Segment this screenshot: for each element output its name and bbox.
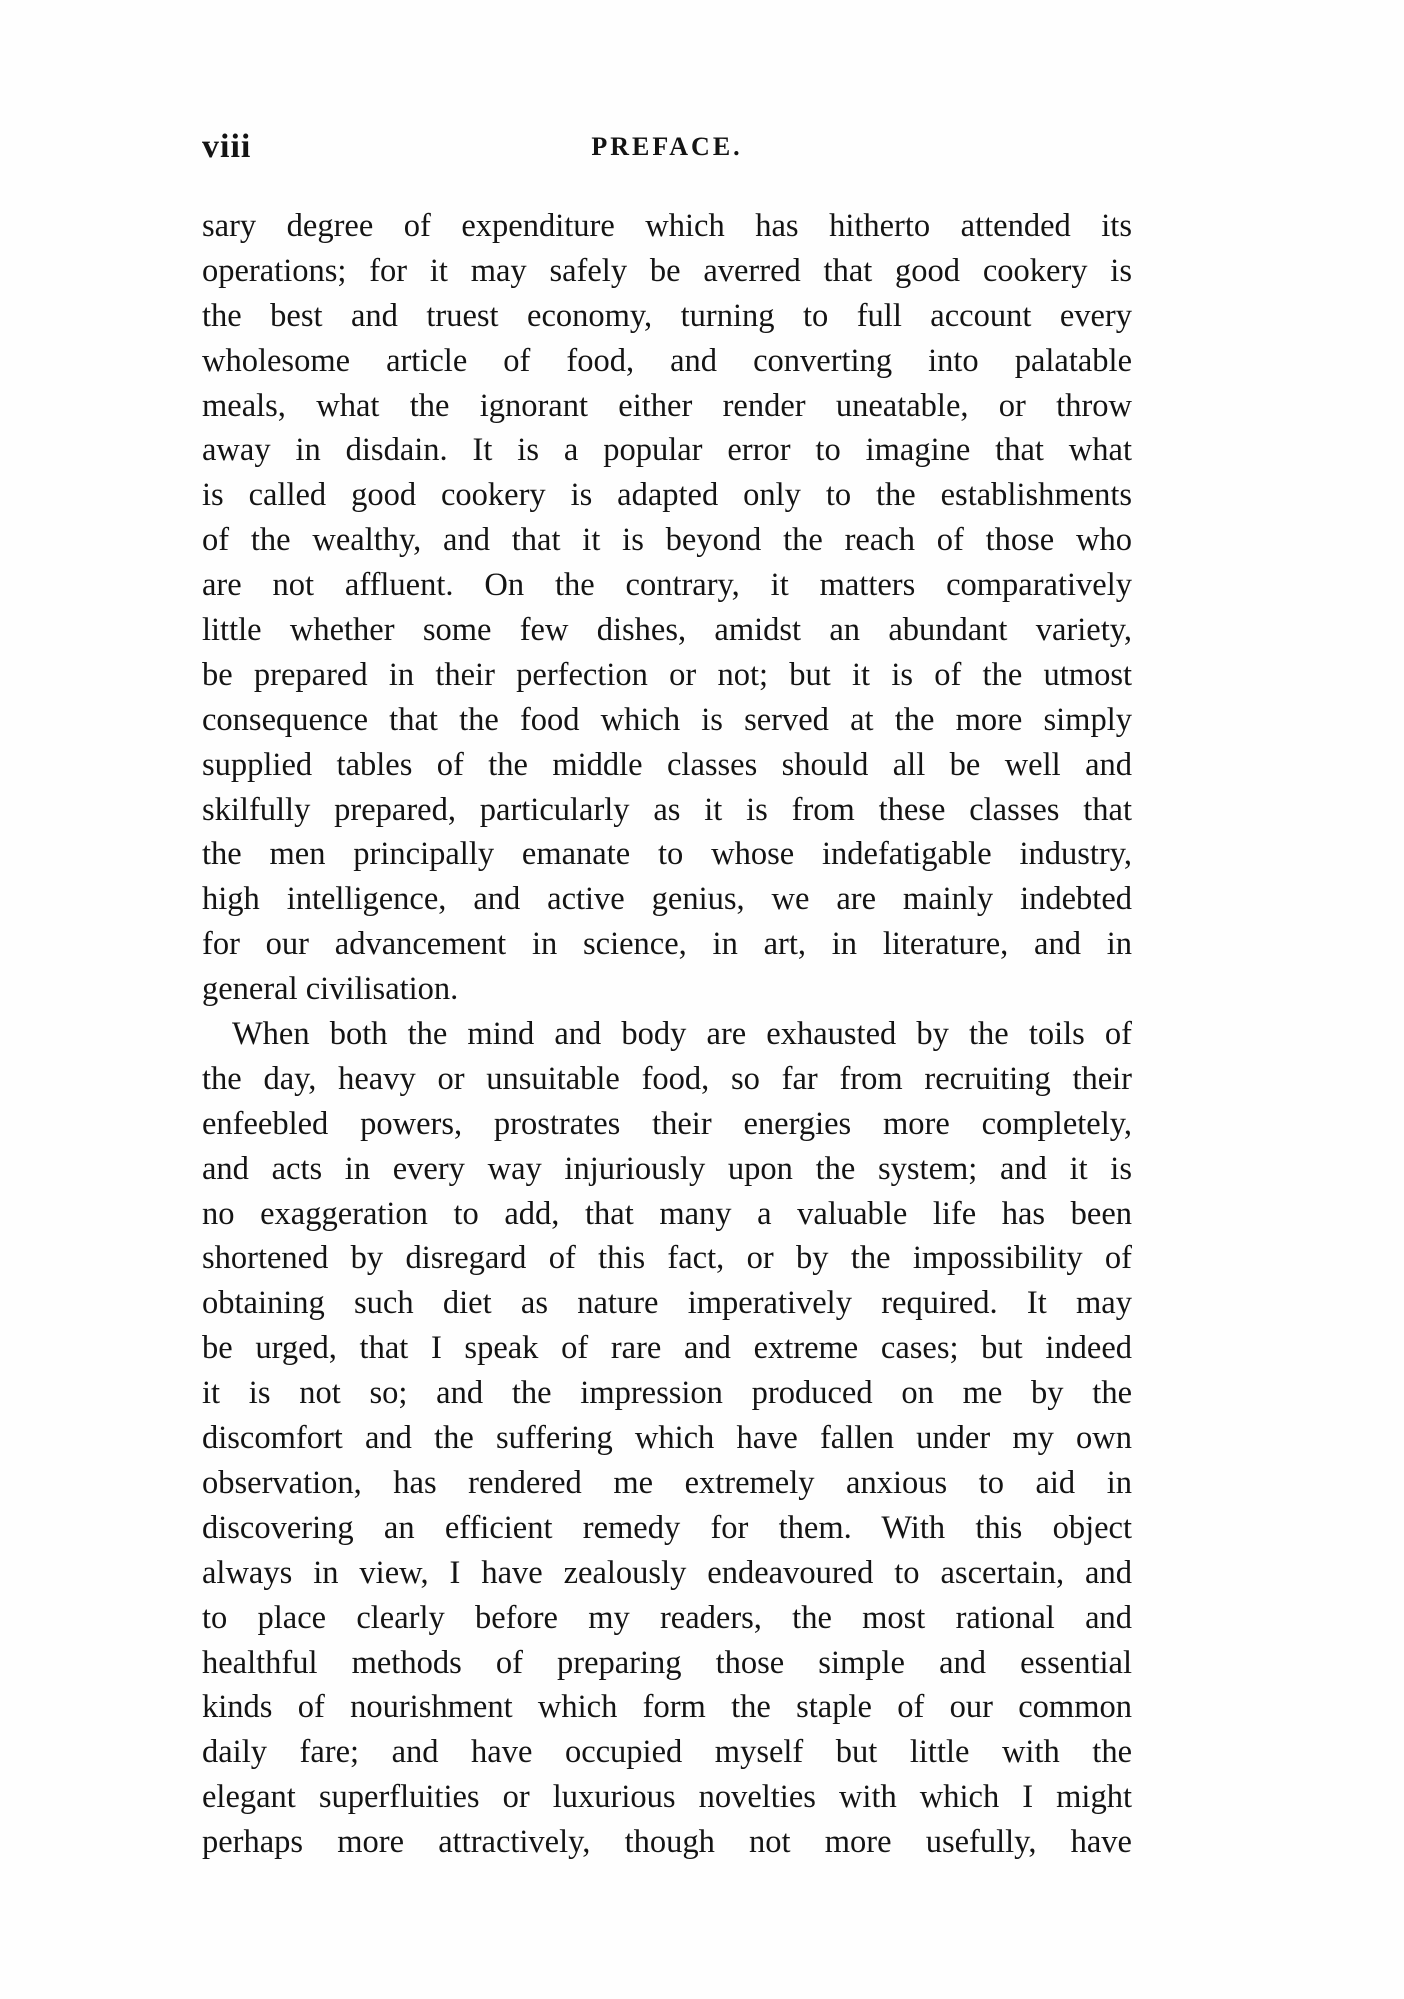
text-line: is called good cookery is adapted only to the establishments [202,477,1132,514]
running-header [202,128,1132,172]
text-line: observation, has rendered me extremely anxious to aid in [202,1464,1132,1501]
text-line: supplied tables of the middle classes should all be well and [202,746,1132,783]
body-text [202,204,1132,1865]
paragraph-2 [202,1012,1132,1865]
text-line: to place clearly before my readers, the most rational and [202,1599,1132,1636]
section-title: PREFACE. [591,132,743,161]
text-line: When both the mind and body are exhausted by the toils of [232,1016,1132,1053]
text-line: shortened by disregard of this fact, or by the impossibility of [202,1240,1132,1277]
text-line: enfeebled powers, prostrates their energies more completely, [202,1105,1132,1142]
text-line: elegant superfluities or luxurious novelties with which I might [202,1779,1132,1816]
paragraph-1 [202,204,1132,1012]
text-line: daily fare; and have occupied myself but little with the [202,1734,1132,1771]
text-line: sary degree of expenditure which has hitherto attended its [202,208,1132,244]
text-line: of the wealthy, and that it is beyond the reach of those who [202,522,1132,559]
text-line: for our advancement in science, in art, in literature, and in [202,926,1132,963]
text-line: wholesome article of food, and converting into palatable [202,342,1132,379]
text-line: and acts in every way injuriously upon the system; and it is [202,1150,1132,1187]
text-line: discomfort and the suffering which have fallen under my own [202,1420,1132,1457]
text-line: healthful methods of preparing those simple and essential [202,1644,1132,1681]
page-number: viii [202,128,252,165]
text-line: high intelligence, and active genius, we are mainly indebted [202,881,1132,918]
text-line: kinds of nourishment which form the staple of our common [202,1689,1132,1726]
text-line: are not affluent. On the contrary, it matters comparatively [202,567,1132,604]
text-line: perhaps more attractively, though not more usefully, have [202,1824,1132,1861]
text-line: general civilisation. [202,971,459,1008]
text-line: be prepared in their perfection or not; but it is of the utmost [202,656,1132,693]
text-line: obtaining such diet as nature imperatively required. It may [202,1285,1132,1322]
text-line: away in disdain. It is a popular error to imagine that what [202,432,1132,469]
text-line: skilfully prepared, particularly as it is from these classes that [202,791,1132,828]
text-line: little whether some few dishes, amidst an abundant variety, [202,612,1132,649]
text-line: operations; for it may safely be averred that good cookery is [202,252,1132,289]
text-line: consequence that the food which is served at the more simply [202,701,1132,738]
text-line: it is not so; and the impression produced on me by the [202,1375,1132,1412]
text-line: no exaggeration to add, that many a valuable life has been [202,1195,1132,1232]
text-line: always in view, I have zealously endeavoured to ascertain, and [202,1554,1132,1591]
text-line: the best and truest economy, turning to full account every [202,297,1132,334]
text-line: discovering an efficient remedy for them. With this object [202,1509,1132,1546]
text-line: the day, heavy or unsuitable food, so far from recruiting their [202,1060,1132,1097]
text-line: the men principally emanate to whose indefatigable industry, [202,836,1132,873]
text-line: be urged, that I speak of rare and extreme cases; but indeed [202,1330,1132,1367]
text-line: meals, what the ignorant either render uneatable, or throw [202,387,1132,424]
